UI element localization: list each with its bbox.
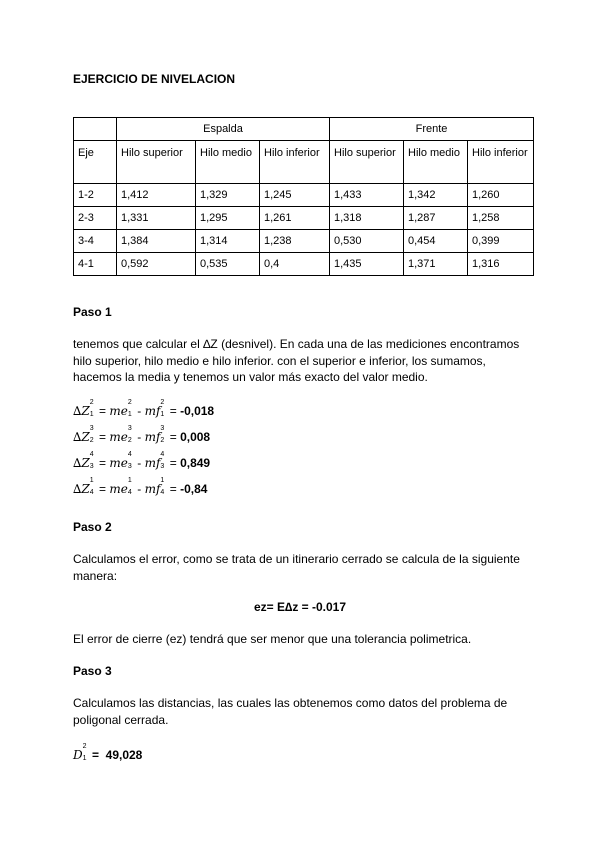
delta-z-result: 0,849	[180, 456, 211, 470]
distance-sub: 1	[82, 755, 87, 762]
table-cell: 1,329	[196, 184, 260, 207]
column-header: Hilo superior	[117, 141, 196, 184]
distance-symbol: D	[73, 748, 83, 762]
paso3-heading: Paso 3	[73, 664, 112, 678]
table-row	[74, 184, 534, 207]
table-cell: 0,399	[468, 230, 534, 253]
table-corner-cell	[74, 118, 117, 141]
delta-z-equation: ∆Z 1 4 = me 1 4 - mf 1 4 = -0,84	[73, 477, 208, 496]
table-row	[74, 207, 534, 230]
table-cell: 2-3	[74, 207, 117, 230]
table-cell: 1,258	[468, 207, 534, 230]
table-row	[74, 230, 534, 253]
table-cell: 1,316	[468, 253, 534, 276]
paso2-heading: Paso 2	[73, 520, 112, 534]
group-header-frente: Frente	[330, 118, 534, 141]
distance-equals: =	[91, 748, 99, 762]
delta-z-result: -0,84	[180, 482, 208, 496]
table-cell: 1,331	[117, 207, 196, 230]
distance-equation	[73, 743, 143, 762]
table-cell: 1,371	[404, 253, 468, 276]
table-cell: 1,245	[260, 184, 330, 207]
paso2-text: Calculamos el error, como se trata de un itinerario cerrado se calcula de la siguiente manera:	[73, 552, 520, 583]
table-cell: 0,4	[260, 253, 330, 276]
table-cell: 0,592	[117, 253, 196, 276]
column-header: Hilo medio	[404, 141, 468, 184]
leveling-table	[73, 117, 534, 276]
table-cell: 1,238	[260, 230, 330, 253]
table-cell: 0,530	[330, 230, 404, 253]
column-header: Hilo medio	[196, 141, 260, 184]
table-cell: 1,435	[330, 253, 404, 276]
group-header-espalda: Espalda	[117, 118, 330, 141]
table-cell: 1,318	[330, 207, 404, 230]
column-header: Hilo inferior	[260, 141, 330, 184]
distance-sup: 2	[82, 743, 87, 750]
distance-value: 49,028	[105, 748, 143, 762]
table-row	[74, 253, 534, 276]
table-cell: 3-4	[74, 230, 117, 253]
delta-z-result: 0,008	[180, 430, 211, 444]
column-header: Hilo superior	[330, 141, 404, 184]
table-cell: 1,314	[196, 230, 260, 253]
table-cell: 1,261	[260, 207, 330, 230]
table-cell: 1,384	[117, 230, 196, 253]
table-cell: 1-2	[74, 184, 117, 207]
document-title: EJERCICIO DE NIVELACION	[73, 72, 236, 86]
table-cell: 1,342	[404, 184, 468, 207]
column-header: Hilo inferior	[468, 141, 534, 184]
table-cell: 1,412	[117, 184, 196, 207]
table-cell: 1,287	[404, 207, 468, 230]
error-formula: ez= E∆z = -0.017	[253, 600, 347, 614]
paso1-heading: Paso 1	[73, 305, 112, 319]
table-cell: 1,295	[196, 207, 260, 230]
delta-z-equation: ∆Z 3 2 = me 3 2 - mf 3 2 = 0,008	[73, 425, 211, 444]
paso2-text2: El error de cierre (ez) tendrá que ser menor que una tolerancia polimetrica.	[73, 632, 472, 646]
delta-z-equation: ∆Z 2 1 = me 2 1 - mf 2 1 = -0,018	[73, 399, 215, 418]
delta-z-equation: ∆Z 4 3 = me 4 3 - mf 4 3 = 0,849	[73, 451, 211, 470]
table-cell: 1,260	[468, 184, 534, 207]
paso3-text: Calculamos las distancias, las cuales las obtenemos como datos del problema de poligonal cerrada.	[73, 696, 508, 727]
table-cell: 0,454	[404, 230, 468, 253]
table-cell: 4-1	[74, 253, 117, 276]
paso1-text: tenemos que calcular el ∆Z (desnivel). En cada una de las mediciones encontramos hilo superior, hilo medio e hilo inferior. con el superior e inferior, los sumamos, hacemos la media y tenemos un valor más exacto del valor medio.	[73, 337, 520, 384]
table-cell: 0,535	[196, 253, 260, 276]
column-header: Eje	[74, 141, 117, 184]
delta-z-result: -0,018	[180, 404, 215, 418]
table-cell: 1,433	[330, 184, 404, 207]
